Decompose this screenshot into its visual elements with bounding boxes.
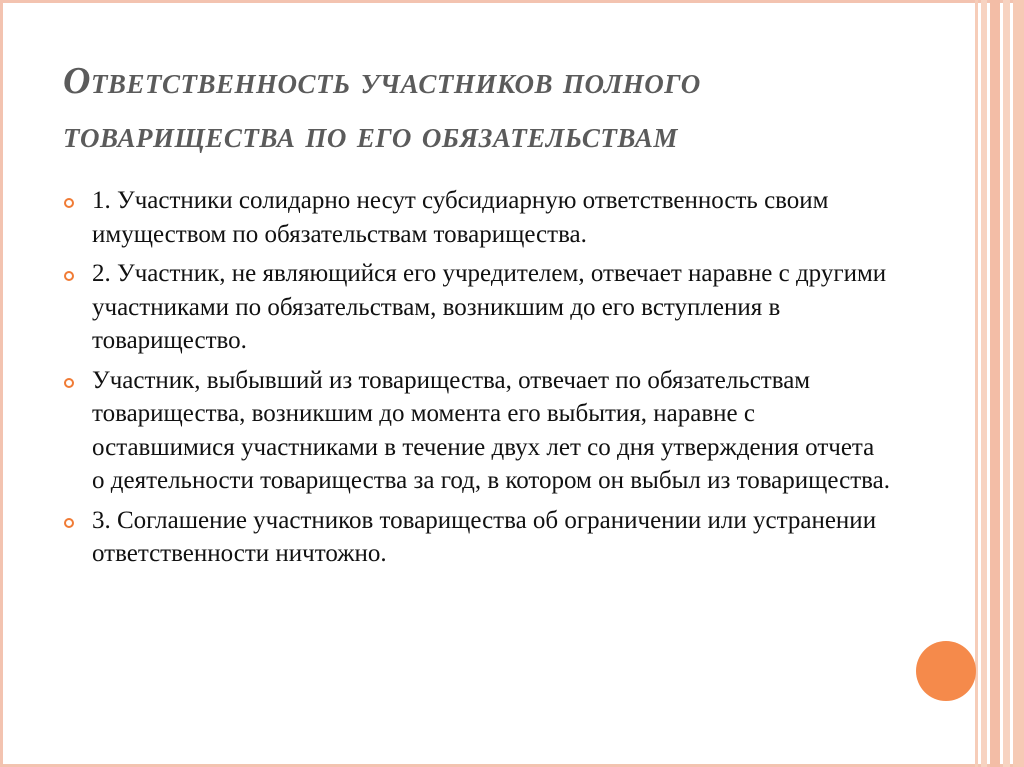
decor-stripe <box>975 0 978 767</box>
decor-stripe <box>990 0 1000 767</box>
ring-bullet-icon <box>64 378 74 388</box>
ring-bullet-icon <box>64 198 74 208</box>
slide-border-left <box>0 0 3 767</box>
slide-border-top <box>0 0 1024 3</box>
ring-bullet-icon <box>64 271 74 281</box>
bullet-list <box>60 184 890 577</box>
bullet-item <box>60 364 890 498</box>
decor-stripe <box>1013 0 1024 767</box>
bullet-item <box>60 257 890 358</box>
ring-bullet-icon <box>64 518 74 528</box>
bullet-text: 3. Соглашение участников товарищества об ограничении или устранении ответственности ничтожно. <box>92 506 877 567</box>
decor-stripe <box>1003 0 1010 767</box>
slide-title: Ответственность участников полного товарищества по его обязательствам <box>63 60 701 156</box>
bullet-text: Участник, выбывший из товарищества, отвечает по обязательствам товарищества, возникшим до момента его выбытия, наравне с оставшимися участниками в течение двух лет со дня утверждения отчета о деятельности товарищества за год, в котором он выбыл из товарищества. <box>92 366 890 494</box>
decor-stripe <box>981 0 987 767</box>
bullet-text: 2. Участник, не являющийся его учредителем, отвечает наравне с другими участниками по обязательствам, возникшим до его вступления в товарищество. <box>92 260 887 354</box>
bullet-item <box>60 504 890 571</box>
orange-circle-icon <box>916 641 976 701</box>
bullet-text: 1. Участники солидарно несут субсидиарную ответственность своим имуществом по обязательствам товарищества. <box>92 187 829 248</box>
bullet-item <box>60 184 890 251</box>
